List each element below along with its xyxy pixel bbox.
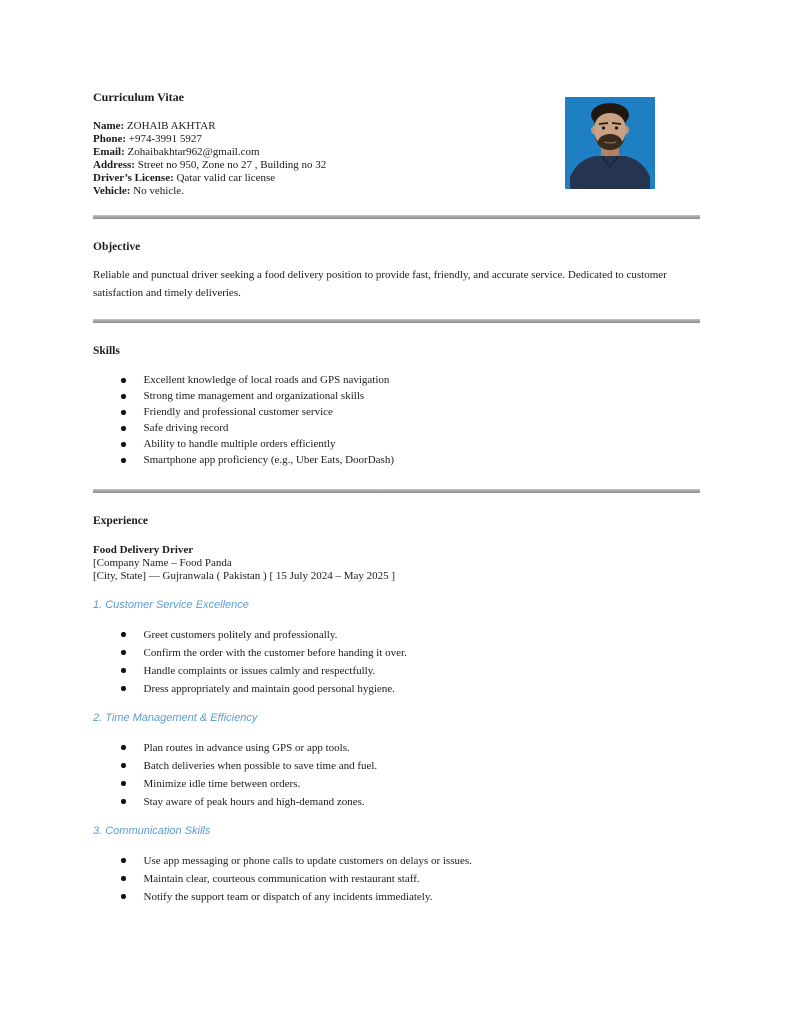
list-item-text: Ability to handle multiple orders efficiently <box>143 438 336 450</box>
list-item <box>93 793 700 811</box>
document-body <box>93 0 700 906</box>
list-item <box>93 662 700 680</box>
list-item <box>93 739 700 757</box>
list-item-text: Use app messaging or phone calls to update customers on delays or issues. <box>143 855 472 867</box>
bullet-icon <box>121 378 126 383</box>
list-item-text: Safe driving record <box>143 422 229 434</box>
list-item <box>93 420 700 436</box>
bullet-icon <box>121 410 126 415</box>
field-value: +974-3991 5927 <box>128 133 202 145</box>
bullet-icon <box>121 799 126 804</box>
list-item-text: Maintain clear, courteous communication with restaurant staff. <box>143 873 420 885</box>
bullet-icon <box>121 763 126 768</box>
experience-list-3 <box>93 852 700 906</box>
list-item-text: Strong time management and organizational skills <box>143 390 365 402</box>
bullet-icon <box>121 858 126 863</box>
section-divider <box>93 319 700 323</box>
experience-subheading-1: 1. Customer Service Excellence <box>93 599 249 611</box>
field-label: Address: <box>93 159 135 171</box>
list-item <box>93 436 700 452</box>
list-item-text: Smartphone app proficiency (e.g., Uber Eats, DoorDash) <box>143 454 394 466</box>
bullet-icon <box>121 686 126 691</box>
field-label: Email: <box>93 146 125 158</box>
bullet-icon <box>121 458 126 463</box>
list-item <box>93 626 700 644</box>
experience-subheading-3: 3. Communication Skills <box>93 825 211 837</box>
bullet-icon <box>121 442 126 447</box>
list-item-text: Minimize idle time between orders. <box>143 778 301 790</box>
list-item <box>93 888 700 906</box>
objective-heading: Objective <box>93 241 141 253</box>
field-value: No vehicle. <box>133 185 184 197</box>
field-label: Name: <box>93 120 125 132</box>
list-item <box>93 775 700 793</box>
list-item-text: Greet customers politely and professionally. <box>143 629 338 641</box>
list-item <box>93 757 700 775</box>
bullet-icon <box>121 781 126 786</box>
field-value: ZOHAIB AKHTAR <box>126 120 216 132</box>
experience-list-1 <box>93 626 700 698</box>
field-value: Qatar valid car license <box>176 172 276 184</box>
contact-field-email <box>93 146 700 159</box>
list-item-text: Plan routes in advance using GPS or app tools. <box>143 742 350 754</box>
experience-subheading-2: 2. Time Management & Efficiency <box>93 712 258 724</box>
list-item <box>93 680 700 698</box>
bullet-icon <box>121 394 126 399</box>
list-item <box>93 388 700 404</box>
company-line: [Company Name – Food Panda <box>93 557 232 569</box>
bullet-icon <box>121 668 126 673</box>
list-item-text: Dress appropriately and maintain good personal hygiene. <box>143 683 395 695</box>
list-item <box>93 404 700 420</box>
list-item <box>93 852 700 870</box>
list-item-text: Batch deliveries when possible to save time and fuel. <box>143 760 378 772</box>
skills-list <box>93 372 700 468</box>
bullet-icon <box>121 894 126 899</box>
document-title: Curriculum Vitae <box>93 90 184 104</box>
list-item <box>93 452 700 468</box>
list-item-text: Confirm the order with the customer before handing it over. <box>143 647 407 659</box>
contact-field-address <box>93 159 700 172</box>
list-item <box>93 372 700 388</box>
section-divider <box>93 215 700 219</box>
contact-field-name <box>93 120 700 133</box>
experience-list-2 <box>93 739 700 811</box>
bullet-icon <box>121 426 126 431</box>
contact-field-license <box>93 172 700 185</box>
field-label: Vehicle: <box>93 185 131 197</box>
field-label: Driver’s License: <box>93 172 174 184</box>
field-value: Street no 950, Zone no 27 , Building no 32 <box>137 159 327 171</box>
list-item <box>93 644 700 662</box>
field-label: Phone: <box>93 133 126 145</box>
list-item-text: Friendly and professional customer service <box>143 406 333 418</box>
contact-field-phone <box>93 133 700 146</box>
list-item <box>93 870 700 888</box>
list-item-text: Stay aware of peak hours and high-demand zones. <box>143 796 365 808</box>
location-line: [City, State] — Gujranwala ( Pakistan ) [ 15 July 2024 – May 2025 ] <box>93 570 396 582</box>
bullet-icon <box>121 876 126 881</box>
contact-info <box>93 120 700 198</box>
list-item-text: Handle complaints or issues calmly and respectfully. <box>143 665 376 677</box>
bullet-icon <box>121 650 126 655</box>
bullet-icon <box>121 745 126 750</box>
bullet-icon <box>121 632 126 637</box>
section-divider <box>93 489 700 493</box>
list-item-text: Notify the support team or dispatch of any incidents immediately. <box>143 891 433 903</box>
list-item-text: Excellent knowledge of local roads and GPS navigation <box>143 374 390 386</box>
job-title: Food Delivery Driver <box>93 544 194 556</box>
field-value: Zohaibakhtar962@gmail.com <box>127 146 260 158</box>
objective-text: Reliable and punctual driver seeking a food delivery position to provide fast, friendly, and accurate service. Dedicated to customer satisfaction and timely deliveries. <box>93 269 667 299</box>
skills-heading: Skills <box>93 345 120 357</box>
experience-heading: Experience <box>93 515 148 527</box>
contact-field-vehicle <box>93 185 700 198</box>
